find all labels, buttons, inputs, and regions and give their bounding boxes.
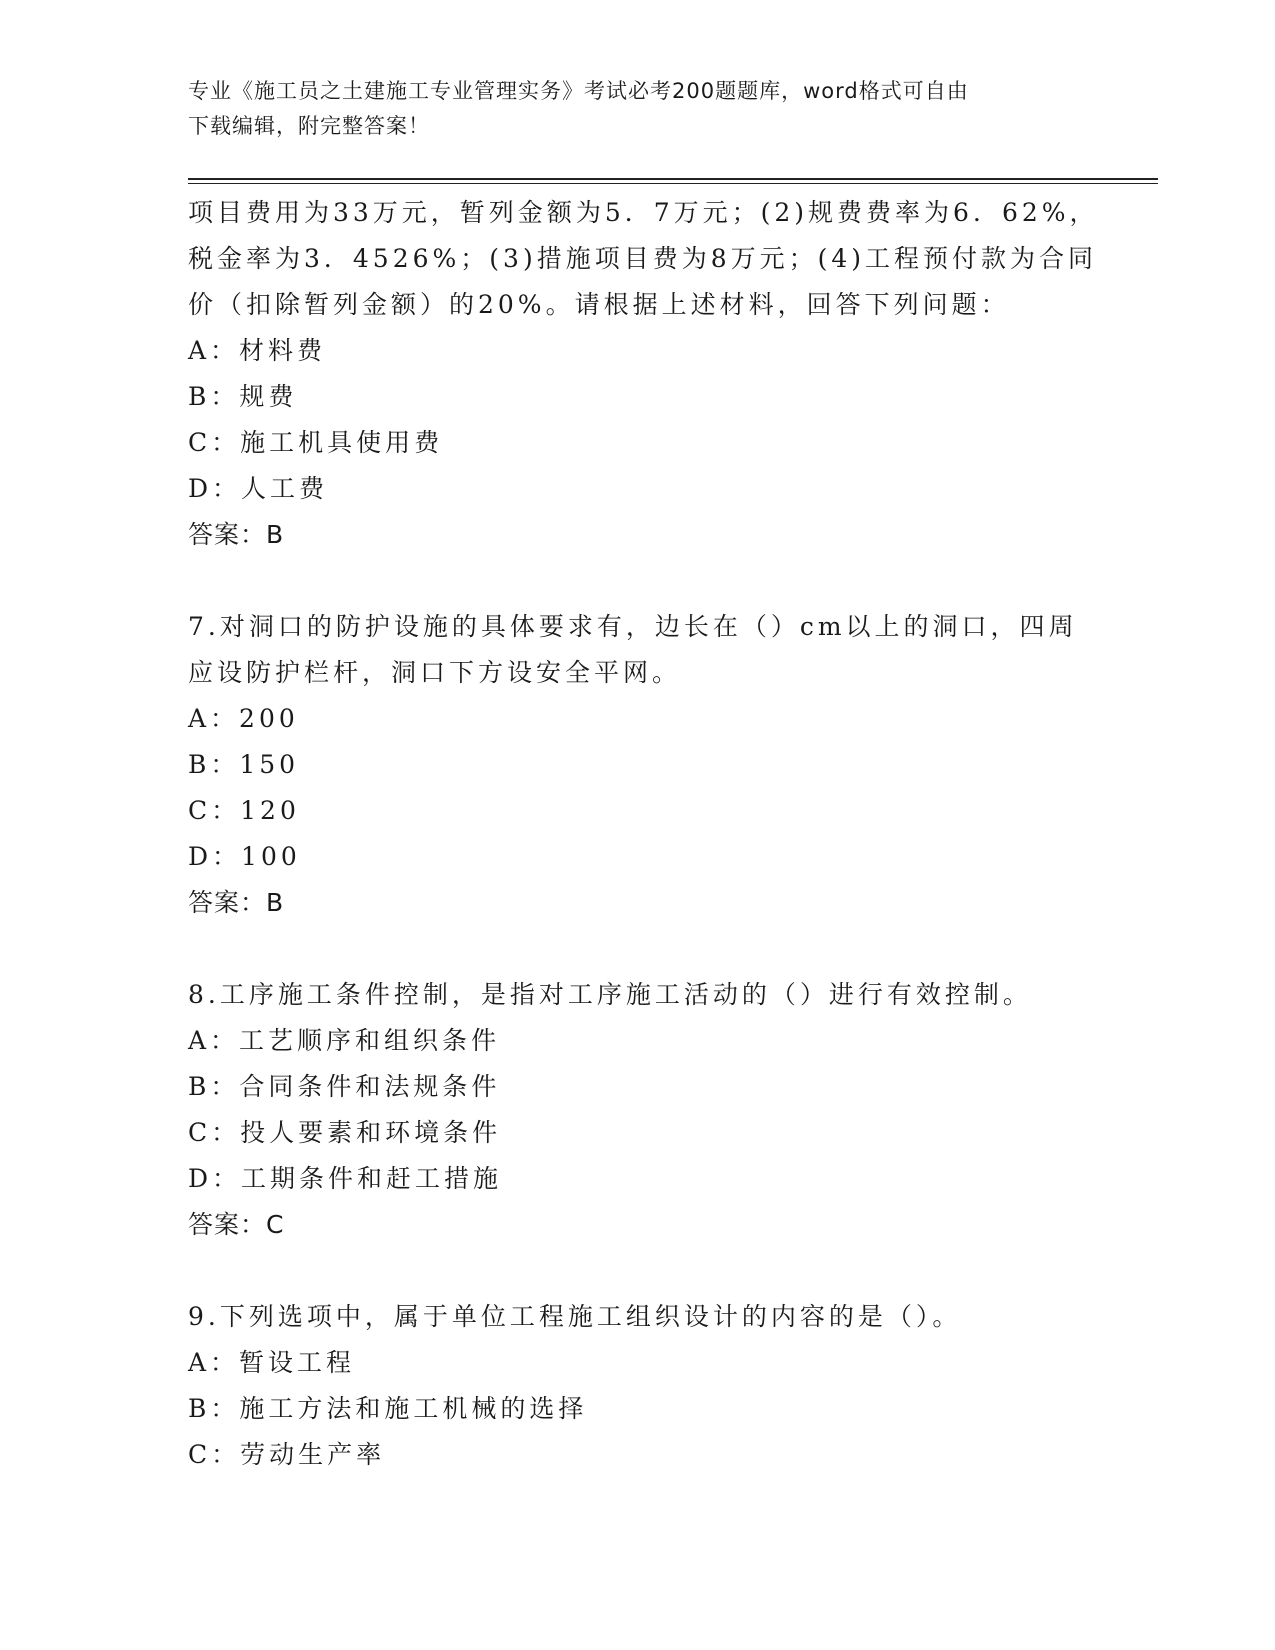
question-text-line: 9.下列选项中，属于单位工程施工组织设计的内容的是（）。	[188, 1302, 962, 1331]
option-d: D：100	[188, 842, 301, 871]
option-c: C：施工机具使用费	[188, 428, 444, 457]
document-header	[188, 74, 1088, 144]
header-line-2: 下载编辑，附完整答案！	[188, 114, 430, 138]
question-text-line: 税金率为3．4526%；(3)措施项目费为8万元；(4)工程预付款为合同	[188, 244, 1098, 273]
option-c: C：投人要素和环境条件	[188, 1118, 502, 1147]
question-text-line: 价（扣除暂列金额）的20%。请根据上述材料，回答下列问题：	[188, 290, 1010, 319]
option-a: A：材料费	[188, 336, 327, 365]
question-text-line: 7.对洞口的防护设施的具体要求有，边长在（）cm以上的洞口，四周	[188, 612, 1078, 641]
question-8	[188, 972, 1088, 1248]
question-list	[188, 190, 1099, 1478]
spacer	[188, 926, 1088, 972]
option-b: B：规费	[188, 382, 298, 411]
question-text-line: 8.工序施工条件控制，是指对工序施工活动的（）进行有效控制。	[188, 980, 1032, 1009]
header-divider-thin	[188, 183, 1158, 184]
header-divider-thick	[188, 178, 1158, 180]
option-c: C：120	[188, 796, 300, 825]
answer-line: 答案：C	[188, 1210, 285, 1239]
option-a: A：工艺顺序和组织条件	[188, 1026, 501, 1055]
question-text-line: 应设防护栏杆，洞口下方设安全平网。	[188, 658, 682, 687]
option-c: C：劳动生产率	[188, 1440, 386, 1469]
question-continuation	[188, 190, 1099, 558]
option-a: A：暂设工程	[188, 1348, 356, 1377]
option-b: B：150	[188, 750, 300, 779]
spacer	[188, 1248, 1088, 1294]
question-9	[188, 1294, 1088, 1478]
question-text-line: 项目费用为33万元，暂列金额为5．7万元；(2)规费费率为6．62%，	[188, 198, 1099, 227]
header-line-1: 专业《施工员之土建施工专业管理实务》考试必考200题题库，word格式可自由	[188, 79, 969, 103]
answer-line: 答案：B	[188, 888, 285, 917]
option-b: B：施工方法和施工机械的选择	[188, 1394, 588, 1423]
option-d: D：工期条件和赶工措施	[188, 1164, 503, 1193]
spacer	[188, 558, 1088, 604]
option-d: D：人工费	[188, 474, 329, 503]
answer-line: 答案：B	[188, 520, 285, 549]
option-a: A：200	[188, 704, 299, 733]
question-7	[188, 604, 1088, 926]
option-b: B：合同条件和法规条件	[188, 1072, 501, 1101]
